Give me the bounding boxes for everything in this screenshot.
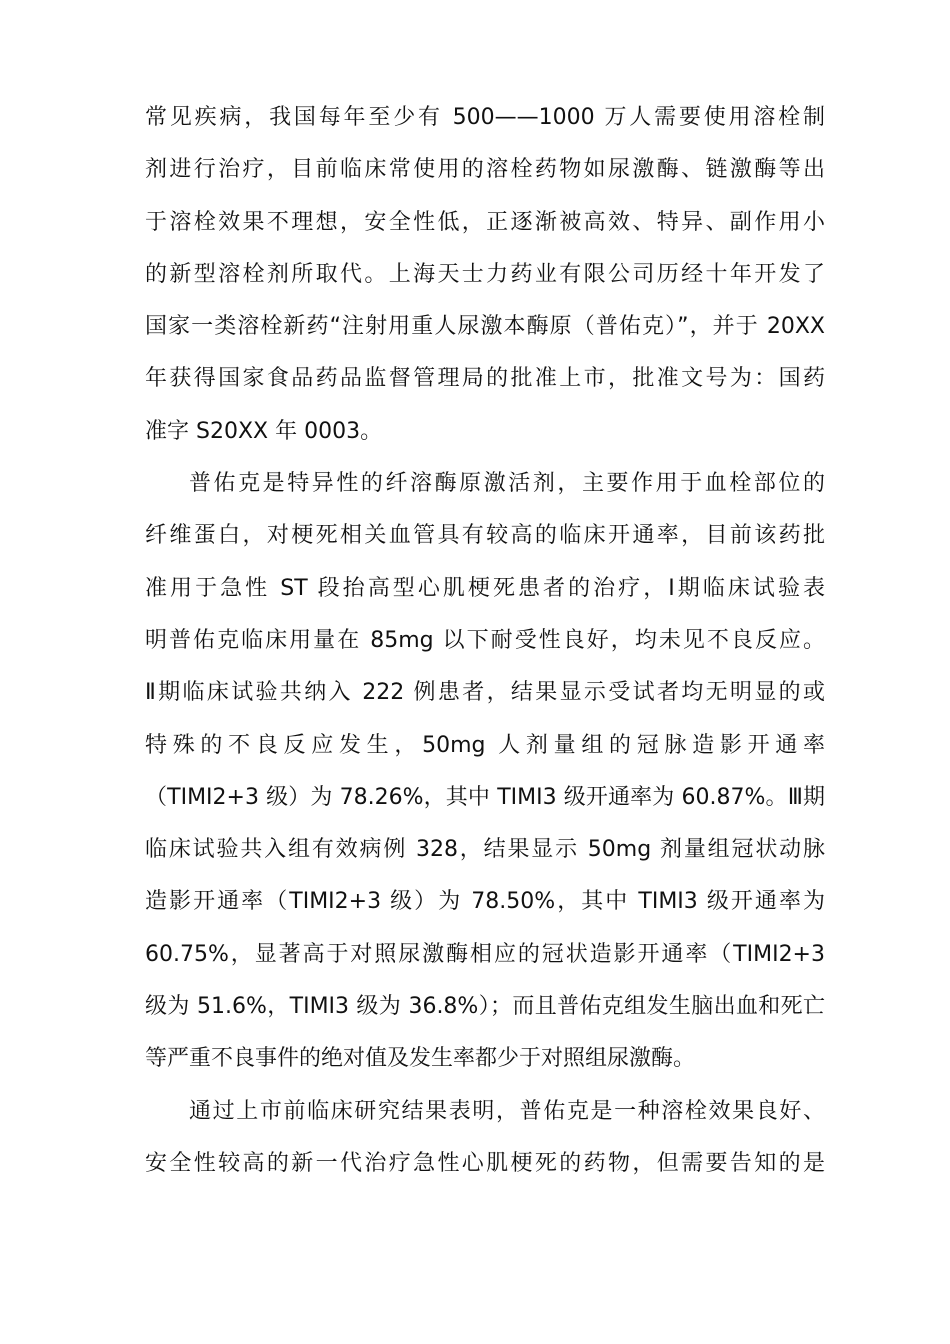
paragraph-line: 明普佑克临床用量在 85mg 以下耐受性良好，均未见不良反应。 xyxy=(145,627,825,653)
paragraph-line: 临床试验共入组有效病例 328，结果显示 50mg 剂量组冠状动脉 xyxy=(145,837,825,863)
paragraph-line: 安全性较高的新一代治疗急性心肌梗死的药物，但需要告知的是 xyxy=(145,1150,825,1176)
paragraph-line: 60.75%，显著高于对照尿激酶相应的冠状造影开通率（TIMI2+3 xyxy=(145,941,825,967)
paragraph-line: 的新型溶栓剂所取代。上海天士力药业有限公司历经十年开发了 xyxy=(145,261,825,287)
paragraph-line: 准用于急性 ST 段抬高型心肌梗死患者的治疗，Ⅰ期临床试验表 xyxy=(145,575,825,601)
paragraph-line: 纤维蛋白，对梗死相关血管具有较高的临床开通率，目前该药批 xyxy=(145,523,825,549)
paragraph-line: Ⅱ期临床试验共纳入 222 例患者，结果显示受试者均无明显的或 xyxy=(145,680,825,706)
paragraph-line: 通过上市前临床研究结果表明，普佑克是一种溶栓效果良好、 xyxy=(189,1098,825,1124)
paragraph-line: 普佑克是特异性的纤溶酶原激活剂，主要作用于血栓部位的 xyxy=(189,471,825,497)
paragraph-line: 造影开通率（TIMI2+3 级）为 78.50%，其中 TIMI3 级开通率为 xyxy=(145,889,825,915)
paragraph-line: （TIMI2+3 级）为 78.26%，其中 TIMI3 级开通率为 60.87%。Ⅲ期 xyxy=(145,784,825,810)
paragraph-line: 级为 51.6%，TIMI3 级为 36.8%）；而且普佑克组发生脑出血和死亡 xyxy=(145,994,825,1020)
paragraph-1 xyxy=(145,92,825,458)
document-body xyxy=(145,92,825,1190)
paragraph-line: 剂进行治疗，目前临床常使用的溶栓药物如尿激酶、链激酶等出 xyxy=(145,157,825,183)
paragraph-line: 准字 S20XX 年 0003。 xyxy=(145,418,383,444)
paragraph-line: 年获得国家食品药品监督管理局的批准上市，批准文号为：国药 xyxy=(145,366,825,392)
paragraph-line: 于溶栓效果不理想，安全性低，正逐渐被高效、特异、副作用小 xyxy=(145,209,825,235)
paragraph-2 xyxy=(145,458,825,1086)
paragraph-line: 等严重不良事件的绝对值及发生率都少于对照组尿激酶。 xyxy=(145,1046,696,1072)
paragraph-line: 特殊的不良反应发生，50mg 人剂量组的冠脉造影开通率 xyxy=(145,732,825,758)
paragraph-3 xyxy=(145,1086,825,1191)
paragraph-line: 常见疾病，我国每年至少有 500——1000 万人需要使用溶栓制 xyxy=(145,105,825,130)
paragraph-line: 国家一类溶栓新药“注射用重人尿激本酶原（普佑克）”，并于 20XX xyxy=(145,314,825,340)
